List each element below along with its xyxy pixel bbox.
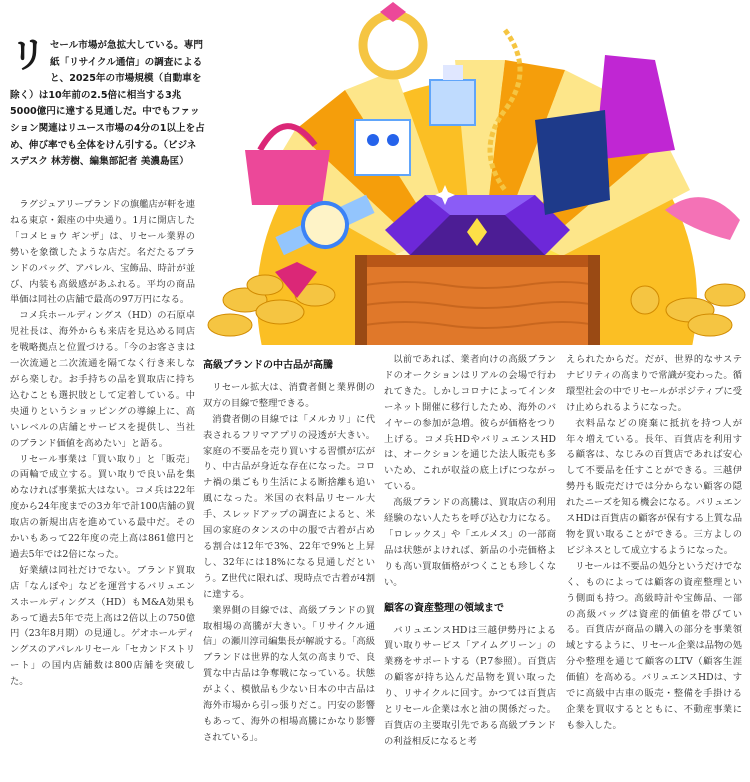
paragraph: リセール事業は「買い取り」と「販売」の両輪で成立する。買い取りで良い品を集めなければ事業拡大はない。コメ兵は22年度から24年度までの3カ年で計100店舗の買取店の新規出店を進めている最中だ。そのかいもあって22年度の売上高は861億円と過去5年では2倍になった。 bbox=[10, 453, 195, 560]
section-heading: 高級ブランドの中古品が高騰 bbox=[203, 360, 333, 371]
paragraph: 高級ブランドの高騰は、買取店の利用経験のない人たちを呼び込む力になる。「ロレックス」や「エルメス」の一部商品は状態がよければ、新品の小売価格よりも高い買取価格がつくことも珍しくない。 bbox=[384, 497, 556, 588]
article-column-1 bbox=[10, 197, 195, 779]
paragraph: ラグジュアリーブランドの旗艦店が軒を連ねる東京・銀座の中央通り。1月に開店した「コメヒョウ ギンザ」は、リセール業界の勢いを象徴したような店だ。名だたるブランドのバッグ、アパレル、宝飾品、時計が並び、内装も高級感があふれる。平均の商品単価は同社の店舗で最高の97万円になる。 bbox=[10, 199, 195, 306]
article-column-4 bbox=[566, 352, 742, 780]
lead-text: セール市場が急拡大している。専門紙「リサイクル通信」の調査によると、2025年の市場規模（自動車を除く）は10年前の2.5倍に相当する3兆5000億円に達する見通しだ。中でもファッション関連はリユース市場の4分の1以上を占め、伸び率でも全体をけん引する。（ビジネスデスク 林芳樹、編集部記者 美濃島匡） bbox=[10, 40, 205, 168]
section-heading: 顧客の資産整理の領域まで bbox=[384, 602, 504, 614]
paragraph: 消費者側の目線では「メルカリ」に代表されるフリマアプリの浸透が大きい。家庭の不要品を売り買いする習慣が広がり、中古品が身近な存在になった。コロナ禍の巣ごもり生活による断捨離も追い風になった。米国の衣料品リセール大手、スレッドアップの調査によると、米国の家庭のタンスの中の服で古着が占める割合は12年で3%、22年で9%と上昇し、32年には18%になる見通しだという。Z世代に限れば、現時点で古着が4割に達する。 bbox=[203, 413, 375, 600]
illustration-treasure-chest bbox=[205, 0, 750, 345]
paragraph: 業界側の目線では、高級ブランドの買取相場の高騰が大きい。「リサイクル通信」の瀬川淳司編集長が解説する。「高級ブランドは世界的な人気の高まりで、良質な中古品は争奪戦になっている。状態がよく、模倣品も少ない日本の中古品は海外市場から引っ張りだこ。円安の影響もあって、海外の相場高騰にかなり影響されている」。 bbox=[203, 604, 375, 743]
paragraph: コメ兵ホールディングス（HD）の石原卓児社長は、海外からも来店を見込める同店を戦略拠点と位置づける。「今のお客さまは一次流通と二次流通を隔てなく行き来しながら楽しむ。お手持ちの品を買取店に持ち込むことも選択肢として定着している。中央通りというショッピングの導線上に、高いレベルの店舗とサービスを提供し、当社のブランド価値を高めたい」と語る。 bbox=[10, 310, 195, 449]
paragraph: 好業績は同社だけでない。ブランド買取店「なんぼや」などを運営するバリュエンスホールディングス（HD）もM&A効果もあって過去5年で売上高は2倍以上の750億円（23年8月期）の見通し。ゲオホールディングスのアパレルリセール「セカンドストリート」の国内店舗数は800店舗を突破した。 bbox=[10, 564, 195, 688]
paragraph: リセール拡大は、消費者側と業界側の双方の目線で整理できる。 bbox=[203, 381, 375, 409]
paragraph: 以前であれば、業者向けの高級ブランドのオークションはリアルの会場で行われてきた。しかしコロナによってインターネット開催に移行したため、海外のバイヤーの参加が急増。彼らが価格をつり上げる。コメ兵HDやバリュエンスHDは、オークションを通じた法人販売も多いため、これが収益の底上げにつながっている。 bbox=[384, 354, 556, 493]
paragraph: えられたからだ。だが、世界的なサステナビリティの高まりで常識が変わった。循環型社会の中でリセールがポジティブに受け止められるようになった。 bbox=[566, 354, 742, 413]
article-column-3 bbox=[384, 352, 556, 780]
drop-cap: リ bbox=[10, 35, 47, 76]
paragraph: バリュエンスHDは三越伊勢丹による買い取りサービス「アイムグリーン」の業務をサポートする（P.7参照）。百貨店の顧客が持ち込んだ品物を買い取ったり、リサイクルに回す。かつては百貨店とリセール企業は水と油の関係だった。百貨店の主要取引先である高級ブランドの利益相反になると考 bbox=[384, 624, 556, 747]
lead-paragraph bbox=[10, 35, 205, 171]
article-column-2 bbox=[203, 352, 375, 780]
paragraph: リセールは不要品の処分というだけでなく、ものによっては顧客の資産整理という側面も持つ。高級時計や宝飾品、一部の高級バッグは資産的価値を帯びている。百貨店が商品の購入の部分を事業領域とするように、リセール企業は品物の処分や整理を通じて顧客のLTV（顧客生涯価値）を高める。バリュエンスHDは、すでに高級中古車の販売・整備を手掛ける企業を買収するとともに、不動産事業にも参入した。 bbox=[566, 560, 742, 731]
paragraph: 衣料品などの廃棄に抵抗を持つ人が年々増えている。長年、百貨店を利用する顧客は、なじみの百貨店であれば安心して不要品を任すことができる。三越伊勢丹も販売だけでは分からない顧客の隠れたニーズを知る機会になる。バリュエンスHDは百貨店の顧客が保有する上質な品物を買い取ることができる。三方よしのビジネスとして成立するようになった。 bbox=[566, 417, 742, 556]
